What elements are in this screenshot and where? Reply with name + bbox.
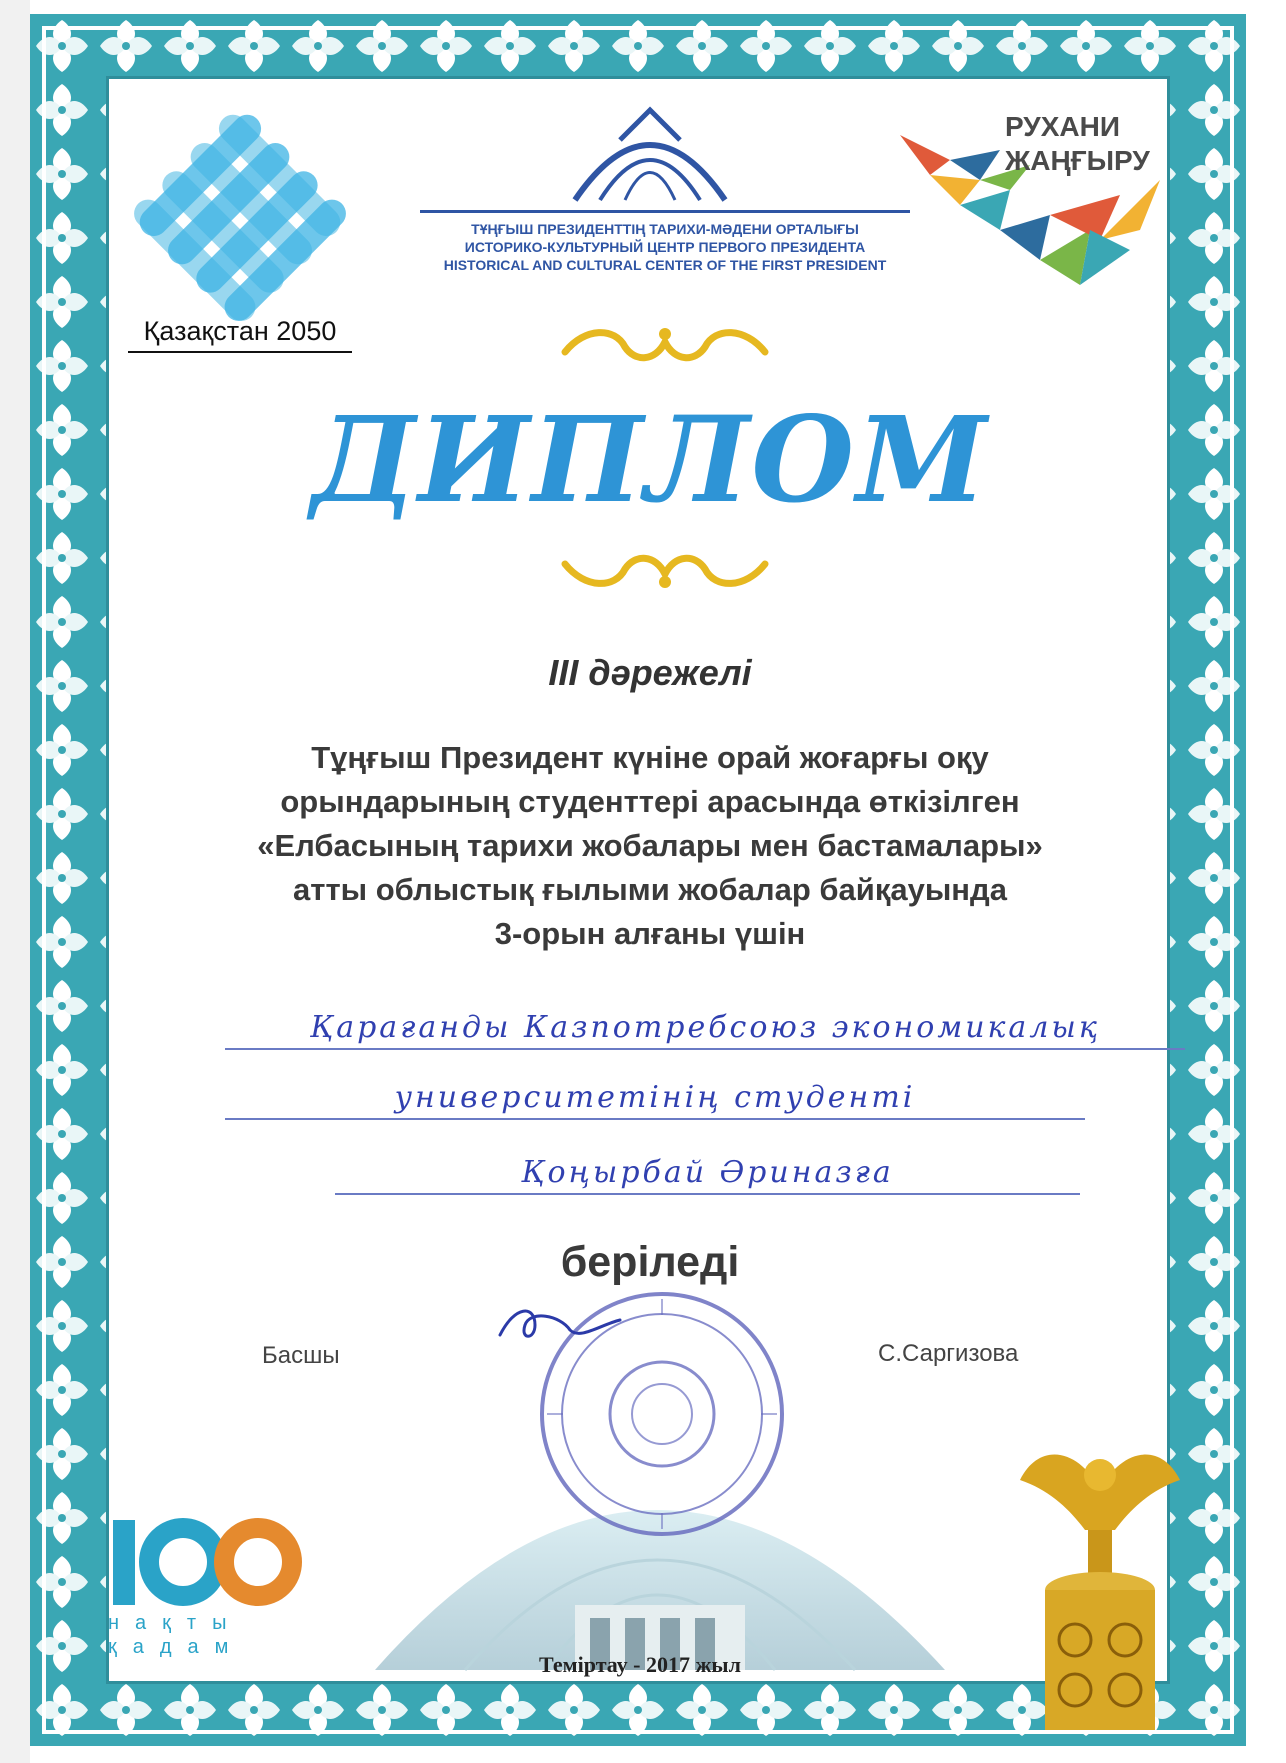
logo-100-kadam: қадам <box>108 1636 245 1658</box>
presidential-center-name <box>400 220 930 274</box>
reason-line: орындарының студенттері арасында өткізілген <box>280 784 1020 819</box>
reason-line: атты облыстық ғылыми жобалар байқауында <box>293 872 1007 907</box>
recipient-line: университетінің студенті <box>225 1080 1085 1120</box>
presidential-center-logo <box>560 100 740 210</box>
diploma-degree: III дәрежелі <box>548 652 752 693</box>
reason-line: «Елбасының тарихи жобалары мен бастамалары» <box>257 828 1043 863</box>
recipient-line: Қарағанды Казпотребсоюз экономикалық <box>225 1010 1185 1050</box>
awarded-label: беріледі <box>560 1238 740 1286</box>
ornament-bottom-icon <box>555 548 775 594</box>
recipient-name: Қоңырбай Әриназға <box>335 1155 1080 1195</box>
rukhani-zhangyru-label <box>1005 110 1205 178</box>
place-and-year: Теміртау - 2017 жыл <box>539 1652 741 1677</box>
golden-eagle-monument-image <box>1000 1420 1200 1730</box>
diploma-title: ДИПЛОМ <box>311 390 989 529</box>
center-name-kz: ТҰҢҒЫШ ПРЕЗИДЕНТТІҢ ТАРИХИ-МӘДЕНИ ОРТАЛЫҒЫ <box>471 221 859 237</box>
reason-line: 3-орын алғаны үшін <box>494 916 806 951</box>
head-signature <box>490 1295 630 1355</box>
center-name-en: HISTORICAL AND CULTURAL CENTER OF THE FIRST PRESIDENT <box>443 257 887 273</box>
reason-line: Тұңғыш Президент күніне орай жоғарғы оқу <box>311 740 989 775</box>
rukhani-line-1: РУХАНИ <box>1005 111 1120 142</box>
head-label: Басшы <box>262 1342 340 1369</box>
award-reason <box>130 736 1170 956</box>
head-name: С.Саргизова <box>878 1340 1019 1367</box>
logo-100-nakty: нақты <box>108 1612 243 1634</box>
100-nakty-kadam-logo <box>108 1505 308 1615</box>
scan-edge <box>0 0 30 1763</box>
center-divider <box>420 210 910 213</box>
rukhani-line-2: ЖАҢҒЫРУ <box>1005 145 1150 176</box>
kazakhstan-2050-label: Қазақстан 2050 <box>128 316 352 353</box>
ornament-top-icon <box>555 322 775 368</box>
center-name-ru: ИСТОРИКО-КУЛЬТУРНЫЙ ЦЕНТР ПЕРВОГО ПРЕЗИДЕНТА <box>464 239 866 255</box>
kazakhstan-2050-logo <box>130 105 350 325</box>
